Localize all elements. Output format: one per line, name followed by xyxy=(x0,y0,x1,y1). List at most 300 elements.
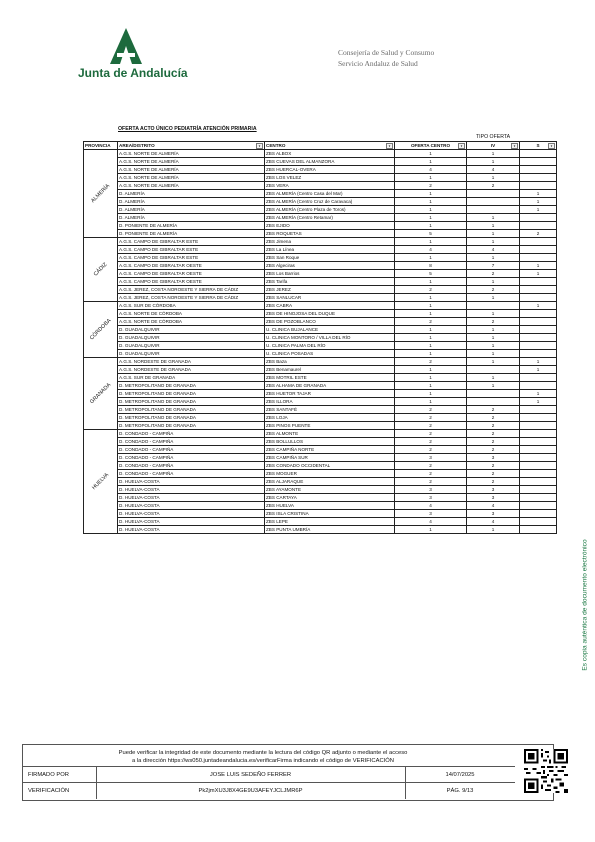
table-row xyxy=(84,198,557,206)
s-cell xyxy=(520,278,557,286)
oferta-cell: 1 xyxy=(395,150,467,158)
oferta-cell: 2 xyxy=(395,446,467,454)
area-cell: D. CONDADO - CAMPIÑA xyxy=(118,438,265,446)
iv-cell: 1 xyxy=(467,278,520,286)
s-cell xyxy=(520,526,557,534)
table-row xyxy=(84,430,557,438)
s-cell: 1 xyxy=(520,358,557,366)
verification-row xyxy=(23,782,515,799)
iv-cell: 3 xyxy=(467,510,520,518)
header-s-label: S xyxy=(536,143,540,148)
header-centro[interactable] xyxy=(265,142,395,150)
s-cell xyxy=(520,342,557,350)
table-row xyxy=(84,318,557,326)
s-cell xyxy=(520,174,557,182)
centro-cell: ZBS La Línea xyxy=(265,246,395,254)
oferta-cell: 4 xyxy=(395,246,467,254)
header-centro-label: CENTRO xyxy=(266,143,286,148)
oferta-cell: 2 xyxy=(395,470,467,478)
oferta-cell: 2 xyxy=(395,406,467,414)
province-label: ALMERÍA xyxy=(89,182,111,204)
oferta-cell: 2 xyxy=(395,438,467,446)
centro-cell: ZBS ILLORA xyxy=(265,398,395,406)
province-cell xyxy=(84,150,118,238)
table-row xyxy=(84,438,557,446)
s-cell xyxy=(520,438,557,446)
s-cell xyxy=(520,326,557,334)
centro-cell: ZBS LOS VELEZ xyxy=(265,174,395,182)
centro-cell: ZBS CUEVAS DEL ALMANZORA xyxy=(265,158,395,166)
header-oferta[interactable] xyxy=(395,142,467,150)
filter-dropdown-icon[interactable]: ▾ xyxy=(386,143,393,149)
area-cell: A.G.S. NORTE DE ALMERÍA xyxy=(118,182,265,190)
centro-cell: ZBS HUELVA xyxy=(265,502,395,510)
iv-cell: 1 xyxy=(467,358,520,366)
iv-cell xyxy=(467,206,520,214)
s-cell: 1 xyxy=(520,390,557,398)
centro-cell: ZBS LEPE xyxy=(265,518,395,526)
iv-cell: 7 xyxy=(467,262,520,270)
oferta-cell: 2 xyxy=(395,414,467,422)
iv-cell: 1 xyxy=(467,214,520,222)
table-row xyxy=(84,382,557,390)
s-cell xyxy=(520,486,557,494)
authentic-copy-note xyxy=(579,470,591,740)
area-cell: D. ALMERÍA xyxy=(118,214,265,222)
oferta-cell: 4 xyxy=(395,518,467,526)
area-cell: D. METROPOLITANO DE GRANADA xyxy=(118,406,265,414)
centro-cell: ZBS HUERCAL-OVERA xyxy=(265,166,395,174)
area-cell: A.G.S. NORTE DE ALMERÍA xyxy=(118,158,265,166)
centro-cell: ZBS Los Barrios xyxy=(265,270,395,278)
s-cell: 1 xyxy=(520,190,557,198)
signer-name: JOSE LUIS SEDEÑO FERRER xyxy=(96,767,406,783)
iv-cell: 1 xyxy=(467,350,520,358)
s-cell xyxy=(520,350,557,358)
table-row xyxy=(84,166,557,174)
table-row xyxy=(84,302,557,310)
centro-cell: ZBS SANLUCAR xyxy=(265,294,395,302)
s-cell: 1 xyxy=(520,270,557,278)
table-row xyxy=(84,446,557,454)
area-cell: A.G.S. SUR DE CÓRDOBA xyxy=(118,302,265,310)
province-label: CÓRDOBA xyxy=(88,317,112,341)
s-cell xyxy=(520,494,557,502)
table-row xyxy=(84,502,557,510)
oferta-cell: 2 xyxy=(395,478,467,486)
iv-cell: 3 xyxy=(467,494,520,502)
table-row xyxy=(84,270,557,278)
junta-logo xyxy=(78,28,188,84)
oferta-cell: 2 xyxy=(395,182,467,190)
area-cell: A.G.S. CAMPO DE GIBRALTAR ESTE xyxy=(118,254,265,262)
table-row xyxy=(84,350,557,358)
oferta-cell: 1 xyxy=(395,526,467,534)
page-number: PÁG. 9/13 xyxy=(446,788,474,794)
centro-cell: U. CLINICA BUJALANCE xyxy=(265,326,395,334)
oferta-cell: 1 xyxy=(395,238,467,246)
iv-cell: 1 xyxy=(467,230,520,238)
s-cell: 1 xyxy=(520,262,557,270)
centro-cell: ZBS JEREZ xyxy=(265,286,395,294)
area-cell: A.G.S. NORDESTE DE GRANADA xyxy=(118,358,265,366)
s-cell xyxy=(520,462,557,470)
oferta-cell: 2 xyxy=(395,430,467,438)
oferta-cell: 1 xyxy=(395,158,467,166)
area-cell: D. HUELVA-COSTA xyxy=(118,502,265,510)
oferta-cell: 1 xyxy=(395,254,467,262)
iv-cell: 2 xyxy=(467,470,520,478)
oferta-cell: 1 xyxy=(395,278,467,286)
table-row xyxy=(84,150,557,158)
iv-cell: 2 xyxy=(467,270,520,278)
oferta-cell: 3 xyxy=(395,486,467,494)
area-cell: D. PONIENTE DE ALMERÍA xyxy=(118,222,265,230)
area-cell: D. ALMERÍA xyxy=(118,206,265,214)
area-cell: A.G.S. CAMPO DE GIBRALTAR OESTE xyxy=(118,278,265,286)
centro-cell: ZBS Jimena xyxy=(265,238,395,246)
s-cell xyxy=(520,446,557,454)
area-cell: D. GUADALQUIVIR xyxy=(118,334,265,342)
s-cell xyxy=(520,166,557,174)
province-label: GRANADA xyxy=(88,381,112,405)
centro-cell: ZBS DE HINOJOSA DEL DUQUE xyxy=(265,310,395,318)
iv-cell: 1 xyxy=(467,310,520,318)
area-cell: A.G.S. NORTE DE ALMERÍA xyxy=(118,150,265,158)
header-oferta-label: OFERTA CENTRO xyxy=(410,143,451,148)
s-cell: 1 xyxy=(520,206,557,214)
centro-cell: ZBS ROQUETAS xyxy=(265,230,395,238)
oferta-cell: 4 xyxy=(395,166,467,174)
centro-cell: ZBS VERA xyxy=(265,182,395,190)
s-cell xyxy=(520,422,557,430)
table-row xyxy=(84,526,557,534)
centro-cell: ZBS Baza xyxy=(265,358,395,366)
table-header-row xyxy=(84,142,557,150)
province-cell xyxy=(84,238,118,302)
department-line-2: Servicio Andaluz de Salud xyxy=(338,59,418,68)
area-cell: A.G.S. NORTE DE CÓRDOBA xyxy=(118,318,265,326)
s-cell xyxy=(520,158,557,166)
area-cell: D. CONDADO - CAMPIÑA xyxy=(118,430,265,438)
centro-cell: ZBS CONDADO OCCIDENTAL xyxy=(265,462,395,470)
iv-cell: 3 xyxy=(467,454,520,462)
area-cell: D. GUADALQUIVIR xyxy=(118,350,265,358)
oferta-cell: 3 xyxy=(395,454,467,462)
s-cell xyxy=(520,382,557,390)
logo-text: Junta de Andalucía xyxy=(78,66,188,80)
oferta-cell: 2 xyxy=(395,358,467,366)
area-cell: D. METROPOLITANO DE GRANADA xyxy=(118,414,265,422)
centro-cell: ZBS CAMPIÑA SUR xyxy=(265,454,395,462)
table-row xyxy=(84,366,557,374)
iv-cell: 4 xyxy=(467,518,520,526)
province-label: HUELVA xyxy=(90,471,110,491)
header-area-label: AREA/DISTRITO xyxy=(119,143,155,148)
centro-cell: ZBS PUNTA UMBRÍA xyxy=(265,526,395,534)
table-row xyxy=(84,214,557,222)
oferta-cell: 1 xyxy=(395,206,467,214)
filter-dropdown-icon[interactable]: ▾ xyxy=(256,143,263,149)
s-cell xyxy=(520,214,557,222)
area-cell: D. GUADALQUIVIR xyxy=(118,342,265,350)
s-cell xyxy=(520,150,557,158)
centro-cell: ZBS CAMPIÑA NORTE xyxy=(265,446,395,454)
centro-cell: U. CLINICA POSADAS xyxy=(265,350,395,358)
area-cell: D. CONDADO - CAMPIÑA xyxy=(118,446,265,454)
centro-cell: ZBS AYAMONTE xyxy=(265,486,395,494)
s-cell: 1 xyxy=(520,198,557,206)
centro-cell: U. CLINICA MONTORO / VILLA DEL RÍO xyxy=(265,334,395,342)
table-row xyxy=(84,254,557,262)
area-cell: A.G.S. JEREZ, COSTA NOROESTE Y SIERRA DE CÁDIZ xyxy=(118,286,265,294)
iv-cell: 1 xyxy=(467,526,520,534)
iv-cell: 1 xyxy=(467,254,520,262)
qr-code-icon[interactable] xyxy=(524,749,568,793)
area-cell: A.G.S. NORTE DE ALMERÍA xyxy=(118,174,265,182)
centro-cell: ZBS LOJA xyxy=(265,414,395,422)
area-cell: A.G.S. NORDESTE DE GRANADA xyxy=(118,366,265,374)
iv-cell: 3 xyxy=(467,486,520,494)
oferta-cell: 1 xyxy=(395,174,467,182)
iv-cell: 1 xyxy=(467,334,520,342)
centro-cell: U. CLINICA PALMA DEL RÍO xyxy=(265,342,395,350)
iv-cell: 4 xyxy=(467,166,520,174)
area-cell: D. METROPOLITANO DE GRANADA xyxy=(118,390,265,398)
iv-cell: 4 xyxy=(467,246,520,254)
table-row xyxy=(84,470,557,478)
verification-line-2: a la dirección https://ws050.juntadeandalucia.es/verificarFirma indicando el código de VERIFICACIÓN xyxy=(132,757,394,764)
province-cell xyxy=(84,358,118,430)
table-row xyxy=(84,518,557,526)
centro-cell: ZBS DE POZOBLANCO xyxy=(265,318,395,326)
oferta-cell: 1 xyxy=(395,190,467,198)
table-row xyxy=(84,246,557,254)
centro-cell: ZBS HUETOR TAJAR xyxy=(265,390,395,398)
area-cell: D. HUELVA-COSTA xyxy=(118,510,265,518)
table-row xyxy=(84,414,557,422)
table-row xyxy=(84,454,557,462)
department-line-1: Consejería de Salud y Consumo xyxy=(338,48,435,57)
iv-cell: 2 xyxy=(467,414,520,422)
oferta-cell: 1 xyxy=(395,374,467,382)
centro-cell: ZBS ALMERÍA (Centro Casa del Mar) xyxy=(265,190,395,198)
table-row xyxy=(84,462,557,470)
s-cell xyxy=(520,294,557,302)
centro-cell: ZBS SANTAFÉ xyxy=(265,406,395,414)
iv-cell: 2 xyxy=(467,318,520,326)
oferta-cell: 1 xyxy=(395,326,467,334)
s-cell xyxy=(520,502,557,510)
oferta-cell: 2 xyxy=(395,422,467,430)
s-cell xyxy=(520,334,557,342)
area-cell: D. METROPOLITANO DE GRANADA xyxy=(118,398,265,406)
iv-cell: 1 xyxy=(467,158,520,166)
area-cell: D. HUELVA-COSTA xyxy=(118,494,265,502)
document-title: OFERTA ACTO ÚNICO PEDIATRÍA ATENCIÓN PRIMARIA xyxy=(118,126,257,132)
area-cell: D. CONDADO - CAMPIÑA xyxy=(118,454,265,462)
table-row xyxy=(84,294,557,302)
iv-cell: 1 xyxy=(467,238,520,246)
verification-code[interactable]: Pk2jmXU3J8X4GE9U3AFEYJCLJMR6P xyxy=(96,783,406,799)
iv-cell: 2 xyxy=(467,478,520,486)
centro-cell: ZBS MOGUER xyxy=(265,470,395,478)
area-cell: D. HUELVA-COSTA xyxy=(118,518,265,526)
oferta-cell: 2 xyxy=(395,462,467,470)
area-cell: D. CONDADO - CAMPIÑA xyxy=(118,462,265,470)
area-cell: A.G.S. CAMPO DE GIBRALTAR ESTE xyxy=(118,238,265,246)
verification-note xyxy=(23,750,503,765)
oferta-cell: 8 xyxy=(395,262,467,270)
area-cell: A.G.S. CAMPO DE GIBRALTAR ESTE xyxy=(118,246,265,254)
centro-cell: ZBS Tarifa xyxy=(265,278,395,286)
signature-date: 14/07/2025 xyxy=(445,772,475,778)
oferta-cell: 1 xyxy=(395,310,467,318)
iv-cell: 2 xyxy=(467,182,520,190)
table-row xyxy=(84,310,557,318)
table-row xyxy=(84,342,557,350)
table-row xyxy=(84,230,557,238)
table-row xyxy=(84,390,557,398)
s-cell xyxy=(520,310,557,318)
iv-cell: 2 xyxy=(467,286,520,294)
table-row xyxy=(84,174,557,182)
area-cell: A.G.S. SUR DE GRANADA xyxy=(118,374,265,382)
oferta-cell: 1 xyxy=(395,342,467,350)
table-row xyxy=(84,182,557,190)
s-cell xyxy=(520,222,557,230)
s-cell: 2 xyxy=(520,230,557,238)
table-row xyxy=(84,510,557,518)
iv-cell: 1 xyxy=(467,294,520,302)
filter-dropdown-icon[interactable]: ▾ xyxy=(458,143,465,149)
header-iv-label: IV xyxy=(490,143,496,148)
iv-cell: 2 xyxy=(467,422,520,430)
verification-label: VERIFICACIÓN xyxy=(23,783,97,799)
s-cell xyxy=(520,374,557,382)
s-cell xyxy=(520,406,557,414)
centro-cell: ZBS ALJARAQUE xyxy=(265,478,395,486)
s-cell xyxy=(520,246,557,254)
filter-dropdown-icon[interactable]: ▾ xyxy=(548,143,555,149)
iv-cell xyxy=(467,366,520,374)
province-cell xyxy=(84,430,118,534)
table-row xyxy=(84,406,557,414)
oferta-cell: 2 xyxy=(395,318,467,326)
oferta-cell: 1 xyxy=(395,334,467,342)
centro-cell: ZBS Benamaurel xyxy=(265,366,395,374)
iv-cell: 2 xyxy=(467,462,520,470)
tipo-oferta-label: TIPO OFERTA xyxy=(476,134,511,140)
filter-dropdown-icon[interactable]: ▾ xyxy=(511,143,518,149)
s-cell xyxy=(520,430,557,438)
centro-cell: ZBS EJIDO xyxy=(265,222,395,230)
offer-table xyxy=(83,141,557,534)
iv-cell: 1 xyxy=(467,382,520,390)
iv-cell: 1 xyxy=(467,342,520,350)
area-cell: A.G.S. NORTE DE CÓRDOBA xyxy=(118,310,265,318)
iv-cell: 1 xyxy=(467,222,520,230)
junta-logo-icon xyxy=(108,28,144,64)
s-cell xyxy=(520,518,557,526)
centro-cell: ZBS BOLLULLOS xyxy=(265,438,395,446)
area-cell: D. METROPOLITANO DE GRANADA xyxy=(118,382,265,390)
province-label: CÁDIZ xyxy=(92,261,108,277)
header-iv[interactable] xyxy=(467,142,520,150)
oferta-cell: 1 xyxy=(395,350,467,358)
iv-cell xyxy=(467,302,520,310)
oferta-cell: 1 xyxy=(395,302,467,310)
area-cell: D. CONDADO - CAMPIÑA xyxy=(118,470,265,478)
iv-cell: 1 xyxy=(467,374,520,382)
oferta-cell: 1 xyxy=(395,222,467,230)
oferta-cell: 3 xyxy=(395,510,467,518)
table-row xyxy=(84,238,557,246)
s-cell xyxy=(520,510,557,518)
table-row xyxy=(84,206,557,214)
s-cell xyxy=(520,478,557,486)
header-area[interactable] xyxy=(118,142,265,150)
centro-cell: ZBS ALMERÍA (Centro Retamar) xyxy=(265,214,395,222)
province-cell xyxy=(84,302,118,358)
s-cell xyxy=(520,286,557,294)
s-cell xyxy=(520,238,557,246)
s-cell xyxy=(520,454,557,462)
signed-by-label: FIRMADO POR xyxy=(23,767,97,783)
iv-cell: 2 xyxy=(467,446,520,454)
table-body xyxy=(84,150,557,534)
centro-cell: ZBS ALMONTE xyxy=(265,430,395,438)
signed-by-row xyxy=(23,766,515,783)
centro-cell: ZBS PINOS PUENTE xyxy=(265,422,395,430)
oferta-cell: 1 xyxy=(395,398,467,406)
table-row xyxy=(84,486,557,494)
iv-cell: 1 xyxy=(467,174,520,182)
centro-cell: ZBS ALBOX xyxy=(265,150,395,158)
signature-footer xyxy=(22,744,554,801)
area-cell: D. METROPOLITANO DE GRANADA xyxy=(118,422,265,430)
oferta-cell: 4 xyxy=(395,502,467,510)
table-row xyxy=(84,286,557,294)
centro-cell: ZBS Algeciras xyxy=(265,262,395,270)
s-cell xyxy=(520,414,557,422)
table-row xyxy=(84,190,557,198)
table-row xyxy=(84,374,557,382)
verification-line-1: Puede verificar la integridad de este documento mediante la lectura del código QR adjunto o mediante el acceso xyxy=(118,750,408,756)
table-row xyxy=(84,494,557,502)
table-row xyxy=(84,222,557,230)
area-cell: D. PONIENTE DE ALMERÍA xyxy=(118,230,265,238)
oferta-cell: 3 xyxy=(395,494,467,502)
oferta-cell: 5 xyxy=(395,270,467,278)
centro-cell: ZBS ALMERÍA (Centro Cruz de Caravaca) xyxy=(265,198,395,206)
centro-cell: ZBS CARTAYA xyxy=(265,494,395,502)
area-cell: A.G.S. CAMPO DE GIBRALTAR OESTE xyxy=(118,262,265,270)
header-s[interactable] xyxy=(520,142,557,150)
area-cell: D. ALMERÍA xyxy=(118,190,265,198)
authentic-copy-text: Es copia auténtica de documento electrónico xyxy=(581,539,589,671)
oferta-cell: 1 xyxy=(395,382,467,390)
oferta-cell: 5 xyxy=(395,230,467,238)
oferta-cell: 1 xyxy=(395,294,467,302)
table-row xyxy=(84,326,557,334)
area-cell: A.G.S. NORTE DE ALMERÍA xyxy=(118,166,265,174)
oferta-cell: 1 xyxy=(395,366,467,374)
centro-cell: ZBS ISLA CRISTINA xyxy=(265,510,395,518)
table-row xyxy=(84,158,557,166)
area-cell: D. ALMERÍA xyxy=(118,198,265,206)
s-cell xyxy=(520,254,557,262)
